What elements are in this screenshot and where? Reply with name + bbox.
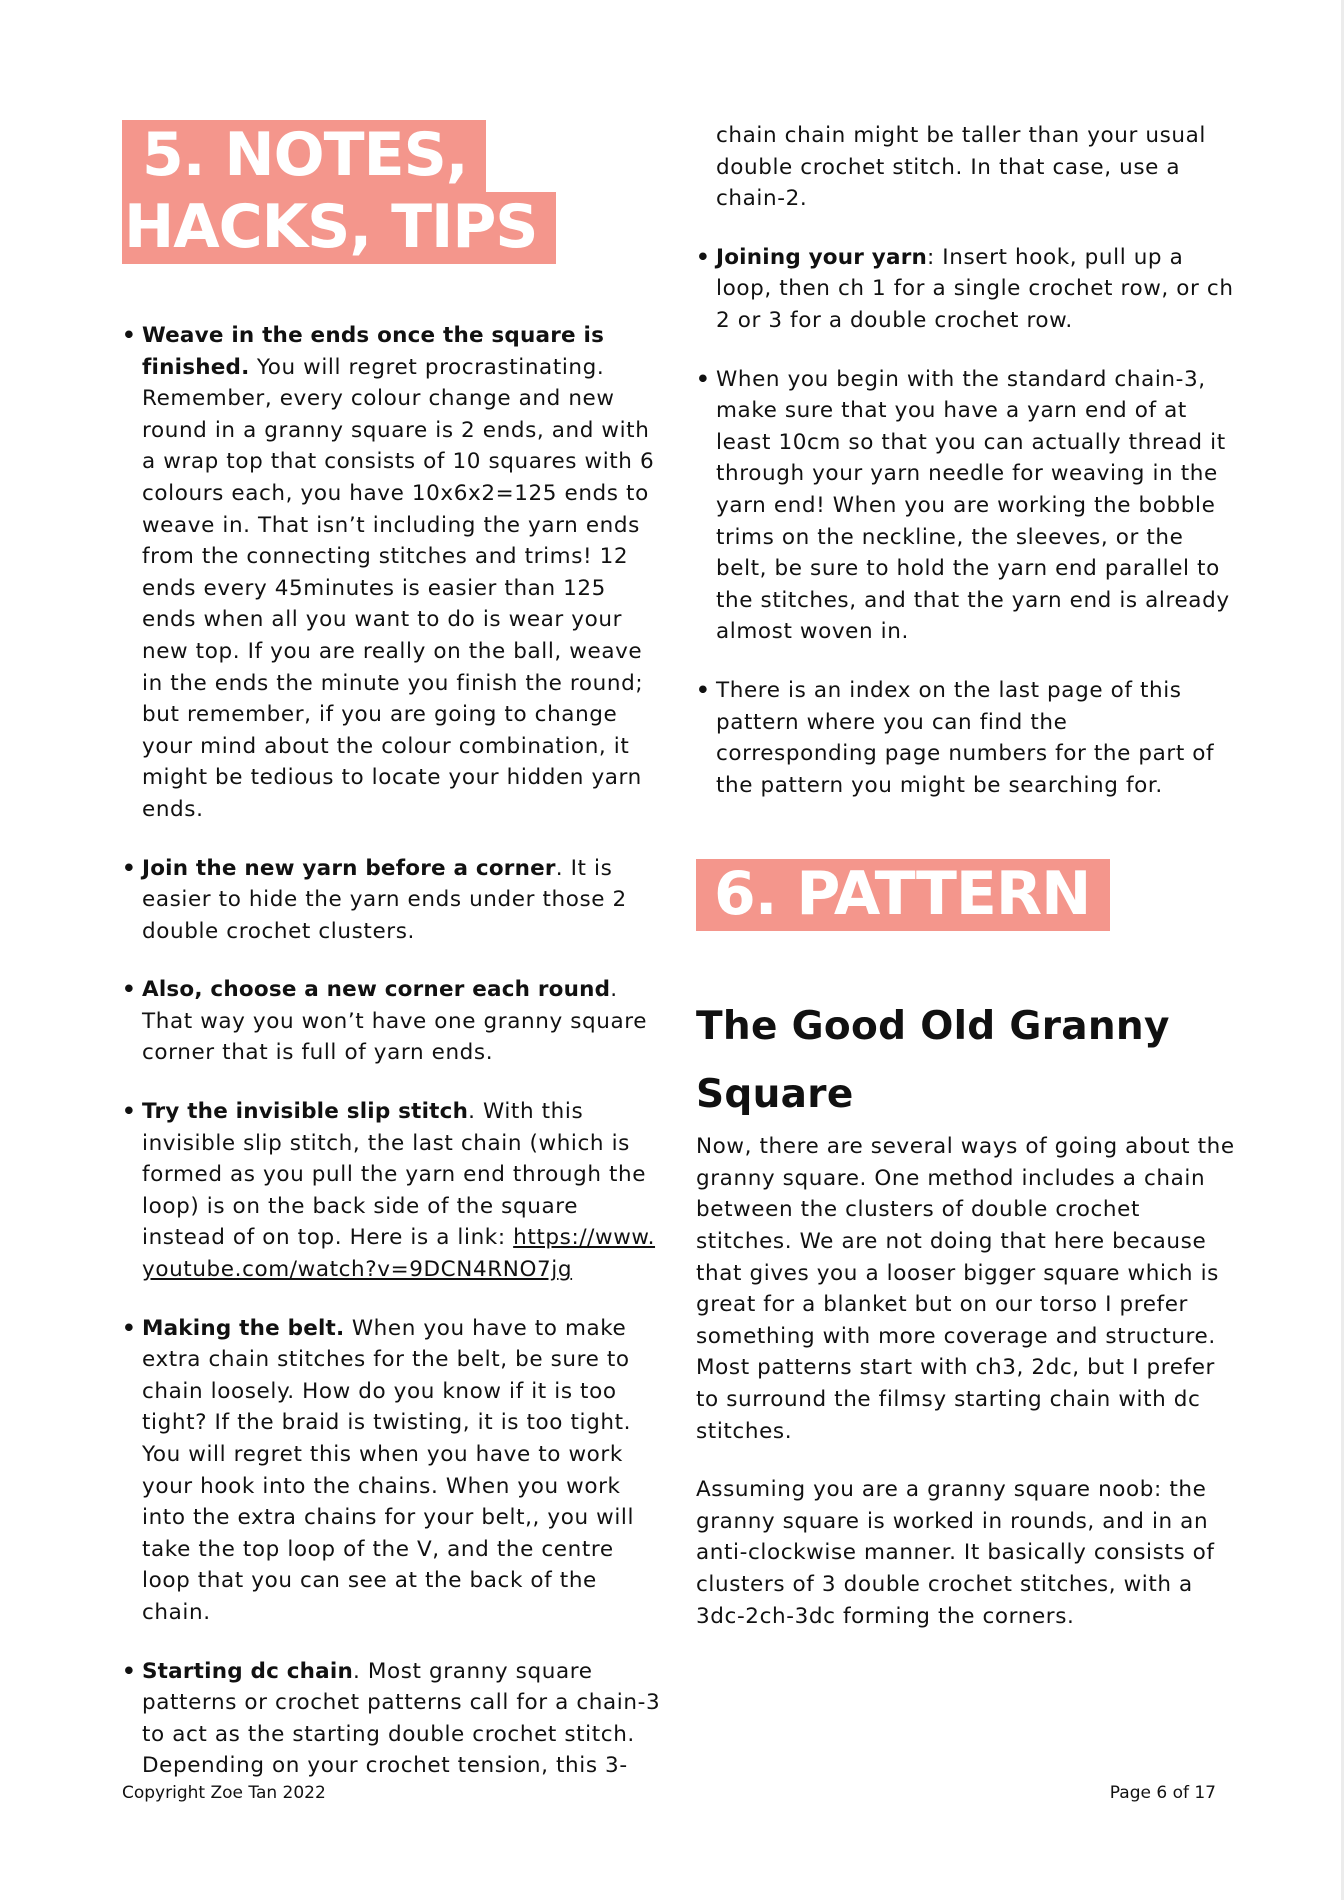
tip-index [696,675,1236,801]
tip-invisible-slip-stitch [122,1096,662,1286]
tip-bold: Starting dc chain [142,1658,353,1684]
tip-text: . Most granny square patterns or crochet patterns call for a chain-3 to act as the starting double crochet stitch. Depending on your crochet tension, this 3- [142,1658,661,1779]
tip-text: You will regret procrastinating. Remember, every colour change and new round in a granny square is 2 ends, and with a wrap top that consists of 10 squares with 6 colours each, you have 10x6x2=125 ends to weave in. That isn’t including the yarn ends from the connecting stitches and trims! 12 ends every 45minutes is easier than 125 ends when all you want to do is wear your new top. If you are really on the ball, weave in the ends the minute you finish the round; but remember, if you are going to change your mind about the colour combination, it might be tedious to locate your hidden yarn ends. [142,354,655,822]
tip-text: When you begin with the standard chain-3, make sure that you have a yarn end of at least 10cm so that you can actually thread it through your yarn needle for weaving in the yarn end! When you are working the bobble trims on the neckline, the sleeves, or the belt, be sure to hold the yarn end parallel to the stitches, and that the yarn end is already almost woven in. [716,366,1230,645]
tip-text: . It is easier to hide the yarn ends under those 2 double crochet clusters. [142,855,627,944]
tip-join-before-corner [122,853,662,948]
tip-bold: Try the invisible slip stitch [142,1099,469,1125]
footer-page-number: Page 6 of 17 [1109,1783,1216,1803]
section-5-heading [122,120,662,264]
tip-bold: Weave in the ends once the square is finished. [142,323,605,380]
tip-bold: Joining your yarn [716,244,928,270]
section-5-title-line-2: HACKS, TIPS [122,192,556,264]
tip-continuation: chain chain might be taller than your usual double crochet stitch. In that case, use a chain-2. [716,123,1207,212]
body-paragraph: Assuming you are a granny square noob: the granny square is worked in rounds, and in an anti-clockwise manner. It basically consists of clusters of 3 double crochet stitches, with a 3dc-2ch-3dc forming the corners. [696,1477,1215,1629]
body-paragraph: Now, there are several ways of going about the granny square. One method includes a chain between the clusters of double crochet stitches. We are not doing that here because that gives you a looser bigger square which is great for a blanket but on our torso I prefer something with more coverage and structure. Most patterns start with ch3, 2dc, but I prefer to surround the filmsy starting chain with dc stitches. [696,1134,1235,1444]
tips-list-left [122,320,662,1782]
section-5-title-line-1: 5. NOTES, [122,120,486,192]
tip-new-corner [122,974,662,1069]
tip-standard-chain-3 [696,364,1236,648]
tip-making-belt [122,1313,662,1629]
section-6-heading [696,859,1236,931]
youtube-link[interactable]: https://www.youtube.com/watch?v=9DCN4RNO7jg [142,1225,656,1283]
left-column [122,120,662,1809]
right-column [696,120,1236,1659]
tip-text: . With this invisible slip stitch, the last chain (which is formed as you pull the yarn end through the loop) is on the back side of the square instead of on top. Here is a link: [142,1099,647,1251]
tip-bold: Making the belt. [142,1315,345,1341]
tip-bold: Also, choose a new corner each round [142,977,611,1003]
tip-text: . That way you won’t have one granny square corner that is full of yarn ends. [142,977,648,1066]
tip-text: There is an index on the last page of this pattern where you can find the corresponding page numbers for the part of the pattern you might be searching for. [716,677,1215,798]
tip-weave-ends [122,320,662,826]
granny-square-subheading: The Good Old Granny Square [696,1004,1170,1118]
footer-copyright: Copyright Zoe Tan 2022 [122,1783,326,1803]
tip-text: When you have to make extra chain stitches for the belt, be sure to chain loosely. How do you know if it is too tight? If the braid is twisting, it is too tight. You will regret this when you have to work your hook into the chains. When you work into the extra chains for your belt,, you will take the top loop of the V, and the centre loop that you can see at the back of the chain. [142,1315,635,1625]
tips-list-right [696,242,1236,802]
tip-bold: Join the new yarn before a corner [142,855,556,881]
tip-text: : Insert hook, pull up a loop, then ch 1 for a single crochet row, or ch 2 or 3 for a double crochet row. [716,244,1234,333]
tip-starting-dc-chain [122,1656,662,1782]
section-6-title: 6. PATTERN [696,859,1110,931]
tip-joining-yarn [696,242,1236,337]
